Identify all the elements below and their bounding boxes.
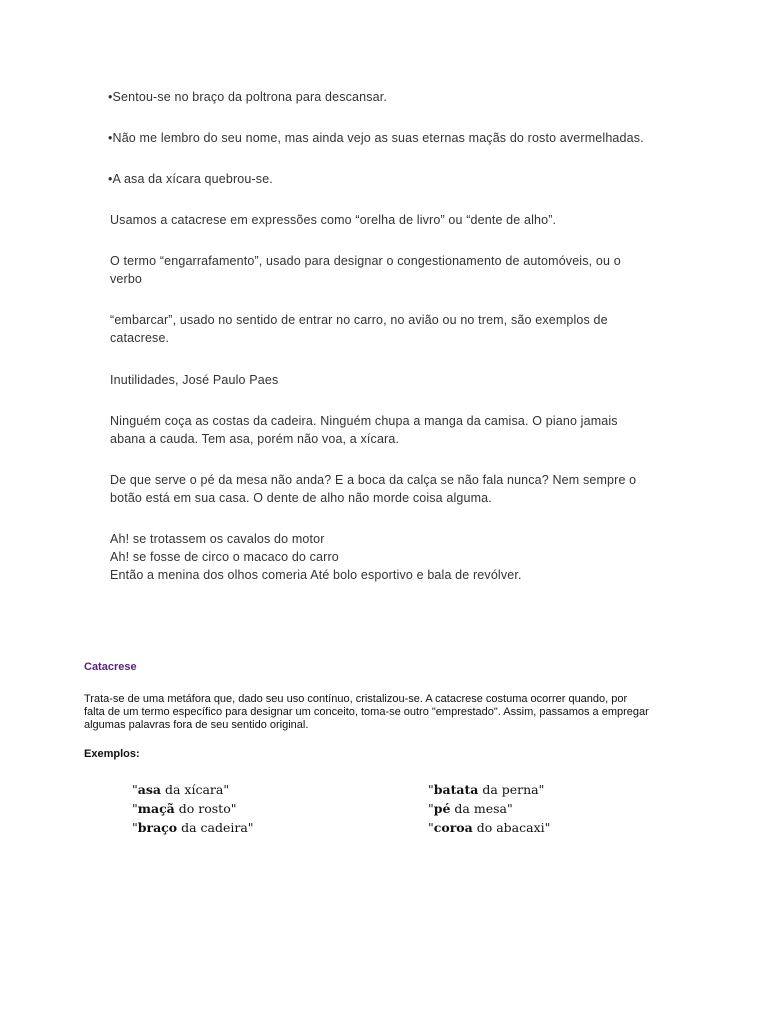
poem-stanza [110, 530, 522, 584]
text-line: Inutilidades, José Paulo Paes [110, 373, 279, 387]
poem-stanza [110, 471, 636, 507]
examples-label: Exemplos: [84, 748, 140, 760]
text-line: botão está em sua casa. O dente de alho não morde coisa alguma. [110, 491, 492, 505]
text-line: verbo [110, 272, 143, 286]
example-keyword: braço [137, 820, 178, 835]
examples-list-left [132, 780, 254, 837]
text-line: Então a menina dos olhos comeria Até bolo esportivo e bala de revólver. [110, 568, 522, 582]
paragraph [110, 252, 621, 288]
text-line: Ninguém coça as costas da cadeira. Ninguém chupa a manga da camisa. O piano jamais [110, 414, 618, 428]
definition-paragraph [84, 693, 694, 732]
example-keyword: asa [137, 782, 161, 797]
paragraph [110, 311, 608, 347]
text-line: “embarcar”, usado no sentido de entrar no carro, no avião ou no trem, são exemplos de [110, 313, 608, 327]
bullet-paragraph [108, 170, 273, 188]
example-keyword: coroa [433, 820, 473, 835]
example-item: "batata da perna" [428, 782, 545, 797]
example-item: "asa da xícara" [132, 782, 230, 797]
example-keyword: pé [433, 801, 451, 816]
text-line: Ah! se trotassem os cavalos do motor [110, 532, 325, 546]
example-item: "maçã do rosto" [132, 801, 237, 816]
text-line: Trata-se de uma metáfora que, dado seu uso contínuo, cristalizou-se. A catacrese costuma ocorrer quando, por [84, 693, 628, 705]
text-line: De que serve o pé da mesa não anda? E a boca da calça se não fala nunca? Nem sempre o [110, 473, 637, 487]
text-line: catacrese. [110, 331, 170, 345]
text-line: abana a cauda. Tem asa, porém não voa, a xícara. [110, 432, 400, 446]
text-line: algumas palavras fora de seu sentido original. [84, 719, 309, 731]
text-line: •A asa da xícara quebrou-se. [108, 172, 273, 186]
paragraph [110, 211, 556, 229]
example-item: "coroa do abacaxi" [428, 820, 551, 835]
section-title: Catacrese [84, 661, 137, 673]
text-line: Usamos a catacrese em expressões como “orelha de livro” ou “dente de alho”. [110, 213, 557, 227]
bullet-paragraph [108, 88, 387, 106]
text-line: Ah! se fosse de circo o macaco do carro [110, 550, 339, 564]
example-item: "braço da cadeira" [132, 820, 254, 835]
bullet-paragraph [108, 129, 644, 147]
text-line: falta de um termo específico para designar um conceito, toma-se outro "emprestado". Assim, passamos a empregar [84, 706, 649, 718]
example-keyword: batata [433, 782, 479, 797]
examples-list-right [428, 780, 550, 837]
example-item: "pé da mesa" [428, 801, 513, 816]
text-line: O termo “engarrafamento”, usado para designar o congestionamento de automóveis, ou o [110, 254, 621, 268]
poem-attribution [110, 371, 278, 389]
text-line: •Sentou-se no braço da poltrona para descansar. [108, 90, 387, 104]
poem-stanza [110, 412, 618, 448]
text-line: •Não me lembro do seu nome, mas ainda vejo as suas eternas maçãs do rosto avermelhadas. [108, 131, 644, 145]
example-keyword: maçã [137, 801, 175, 816]
